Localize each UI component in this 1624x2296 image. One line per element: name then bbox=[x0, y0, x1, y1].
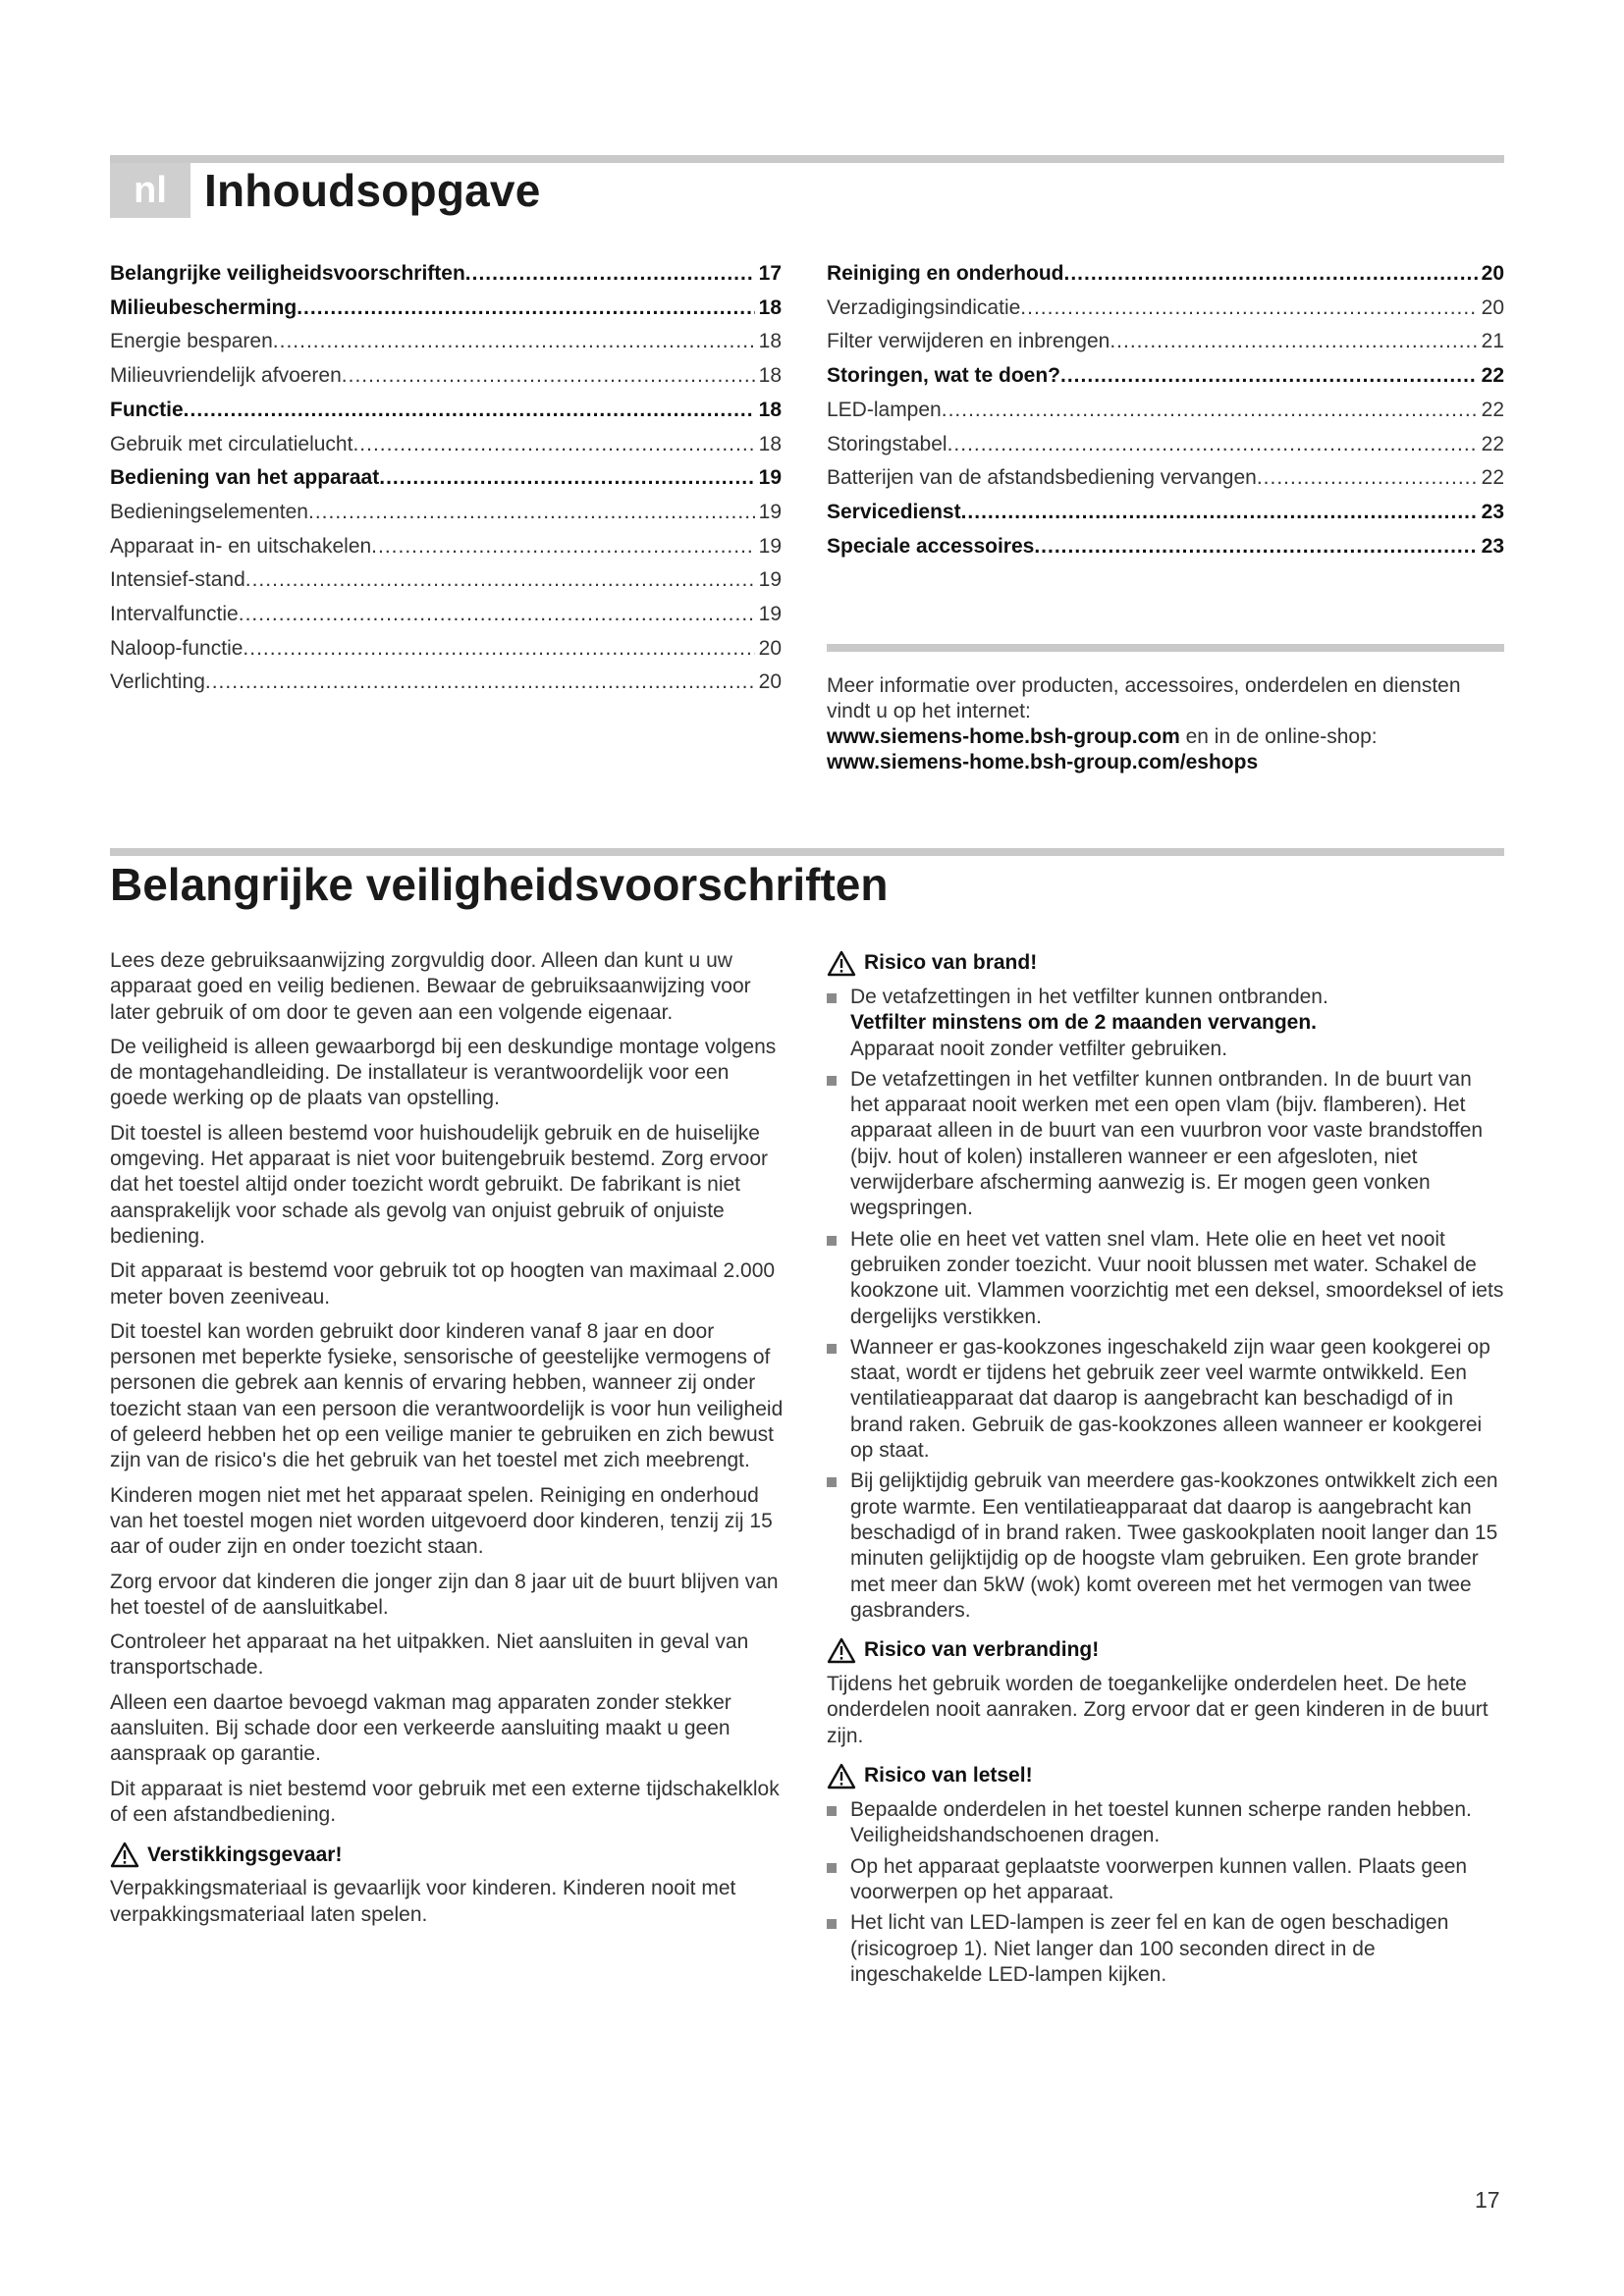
injury-warning-heading: Risico van letsel! bbox=[827, 1763, 1504, 1789]
info-divider bbox=[827, 644, 1504, 652]
website-link[interactable]: www.siemens-home.bsh-group.com bbox=[827, 725, 1180, 748]
injury-bullet: Bepaalde onderdelen in het toestel kunnen scherpe randen hebben. Veiligheidshandschoenen dragen. bbox=[827, 1797, 1504, 1849]
fire-bullet: Wanneer er gas-kookzones ingeschakeld zijn waar geen kookgerei op staat, wordt er tijdens het gebruik zeer veel warmte ontwikkeld. Een ventilatieapparaat dat daarop is aangebracht kan beschadigd of in brand raken. Gebruik de gas-kookzones alleen wanneer er kookgerei op staat. bbox=[827, 1335, 1504, 1464]
toc-entry[interactable]: Filter verwijderen en inbrengen ..... 21 bbox=[827, 325, 1504, 359]
toc-entry[interactable]: Speciale accessoires ..... 23 bbox=[827, 530, 1504, 564]
toc-right-column bbox=[827, 257, 1504, 563]
page-number: 17 bbox=[1475, 2187, 1500, 2213]
toc-entry[interactable]: Intervalfunctie ..... 19 bbox=[110, 598, 782, 632]
toc-title: Inhoudsopgave bbox=[204, 165, 541, 216]
section-divider bbox=[110, 848, 1504, 856]
fire-bullet: De vetafzettingen in het vetfilter kunnen ontbranden. Vetfilter minstens om de 2 maanden vervangen. Apparaat nooit zonder vetfilter gebruiken. bbox=[827, 985, 1504, 1062]
body-paragraph: De veiligheid is alleen gewaarborgd bij een deskundige montage volgens de montagehandleiding. De installateur is verantwoordelijk voor een goede werking op de plaats van opstelling. bbox=[110, 1035, 777, 1110]
body-paragraph: Zorg ervoor dat kinderen die jonger zijn dan 8 jaar uit de buurt blijven van het toestel of de aansluitkabel. bbox=[110, 1570, 779, 1619]
toc-entry[interactable]: Naloop-functie ..... 20 bbox=[110, 632, 782, 667]
toc-left-column bbox=[110, 257, 782, 700]
warning-triangle-icon bbox=[827, 1637, 856, 1664]
burn-warning-heading: Risico van verbranding! bbox=[827, 1637, 1504, 1664]
fire-bullet: Bij gelijktijdig gebruik van meerdere gas-kookzones ontwikkelt zich een grote warmte. Een ventilatieapparaat dat daarop is aangebracht kan beschadigd of in brand raken. Twee gaskookplaten nooit langer dan 15 minuten gelijktijdig op de hoogste vlam gebruiken. Een grote brander met meer dan 5kW (wok) komt overeen met het vermogen van twee gasbranders. bbox=[827, 1468, 1504, 1624]
toc-entry[interactable]: Verzadigingsindicatie ..... 20 bbox=[827, 292, 1504, 326]
toc-entry[interactable]: Storingen, wat te doen? ..... 22 bbox=[827, 359, 1504, 394]
toc-entry[interactable]: Energie besparen ..... 18 bbox=[110, 325, 782, 359]
safety-right-column bbox=[827, 948, 1504, 1993]
toc-entry[interactable]: Verlichting ..... 20 bbox=[110, 666, 782, 700]
fire-bullet: Hete olie en heet vet vatten snel vlam. Hete olie en heet vet nooit gebruiken zonder toezicht. Vuur nooit blussen met water. Schakel de kookzone uit. Vlammen voorzichtig met een deksel, smoordeksel of iets dergelijks verstikken. bbox=[827, 1227, 1504, 1330]
toc-entry[interactable]: Apparaat in- en uitschakelen ..... 19 bbox=[110, 530, 782, 564]
fire-warning-heading: Risico van brand! bbox=[827, 950, 1504, 977]
warning-triangle-icon bbox=[827, 950, 856, 977]
body-paragraph: Dit toestel is alleen bestemd voor huishoudelijk gebruik en de huiselijke omgeving. Het apparaat is niet voor buitengebruik bestemd. Zorg ervoor dat het toestel altijd onder toezicht wordt gebruikt. De fabrikant is niet aansprakelijk voor schade als gevolg van onjuist gebruik of onjuiste bediening. bbox=[110, 1121, 769, 1248]
warning-triangle-icon bbox=[827, 1763, 856, 1789]
warning-triangle-icon bbox=[110, 1842, 139, 1868]
toc-entry[interactable]: Gebruik met circulatielucht ..... 18 bbox=[110, 428, 782, 462]
toc-entry[interactable]: LED-lampen ..... 22 bbox=[827, 394, 1504, 428]
language-badge: nl bbox=[110, 163, 190, 218]
toc-entry[interactable]: Batterijen van de afstandsbediening vervangen ..... 22 bbox=[827, 461, 1504, 496]
body-paragraph: Dit apparaat is niet bestemd voor gebruik met een externe tijdschakelklok of een afstandbediening. bbox=[110, 1777, 780, 1826]
body-paragraph: Dit apparaat is bestemd voor gebruik tot op hoogten van maximaal 2.000 meter boven zeeniveau. bbox=[110, 1259, 776, 1308]
injury-bullet: Het licht van LED-lampen is zeer fel en kan de ogen beschadigen (risicogroep 1). Niet langer dan 100 seconden direct in de ingeschakelde LED-lampen kijken. bbox=[827, 1910, 1504, 1988]
body-paragraph: Lees deze gebruiksaanwijzing zorgvuldig door. Alleen dan kunt u uw apparaat goed en veilig bedienen. Bewaar de gebruiksaanwijzing voor later gebruik of om door te geven aan een volgende eigenaar. bbox=[110, 949, 751, 1024]
fire-bullet: De vetafzettingen in het vetfilter kunnen ontbranden. In de buurt van het apparaat nooit werken met een open vlam (bijv. flamberen). Het apparaat alleen in de buurt van een vuurbron voor vaste brandstoffen (bijv. hout of kolen) installeren wanneer er een afgesloten, niet verwijderbare afscherming aanwezig is. Er mogen geen vonken wegspringen. bbox=[827, 1067, 1504, 1222]
burn-warning-text: Tijdens het gebruik worden de toegankelijke onderdelen heet. De hete onderdelen nooit aanraken. Zorg ervoor dat er geen kinderen in de buurt zijn. bbox=[827, 1673, 1489, 1747]
top-divider bbox=[110, 155, 1504, 163]
safety-left-column bbox=[110, 948, 784, 1937]
section-title: Belangrijke veiligheidsvoorschriften bbox=[110, 859, 889, 910]
toc-entry[interactable]: Bedieningselementen ..... 19 bbox=[110, 496, 782, 530]
info-text bbox=[827, 673, 1494, 775]
toc-entry[interactable]: Servicedienst ..... 23 bbox=[827, 496, 1504, 530]
toc-entry[interactable]: Belangrijke veiligheidsvoorschriften ..... 17 bbox=[110, 257, 782, 292]
suffocation-warning-heading: Verstikkingsgevaar! bbox=[110, 1842, 784, 1868]
toc-entry[interactable]: Intensief-stand ..... 19 bbox=[110, 563, 782, 598]
injury-bullet: Op het apparaat geplaatste voorwerpen kunnen vallen. Plaats geen voorwerpen op het apparaat. bbox=[827, 1854, 1504, 1906]
info-connector: en in de online-shop: bbox=[1179, 725, 1378, 748]
toc-header bbox=[110, 163, 541, 218]
body-paragraph: Alleen een daartoe bevoegd vakman mag apparaten zonder stekker aansluiten. Bij schade door een verkeerde aansluiting maakt u geen aanspraak op garantie. bbox=[110, 1690, 731, 1766]
suffocation-warning-text: Verpakkingsmateriaal is gevaarlijk voor kinderen. Kinderen nooit met verpakkingsmateriaal laten spelen. bbox=[110, 1877, 736, 1926]
eshop-link[interactable]: www.siemens-home.bsh-group.com/eshops bbox=[827, 751, 1259, 774]
body-paragraph: Kinderen mogen niet met het apparaat spelen. Reiniging en onderhoud van het toestel mogen niet worden uitgevoerd door kinderen, tenzij zij 15 aar of ouder zijn en onder toezicht staan. bbox=[110, 1483, 773, 1559]
toc-entry[interactable]: Milieubescherming ..... 18 bbox=[110, 292, 782, 326]
toc-entry[interactable]: Storingstabel ..... 22 bbox=[827, 428, 1504, 462]
toc-entry[interactable]: Milieuvriendelijk afvoeren ..... 18 bbox=[110, 359, 782, 394]
toc-entry[interactable]: Reiniging en onderhoud ..... 20 bbox=[827, 257, 1504, 292]
info-intro: Meer informatie over producten, accessoires, onderdelen en diensten vindt u op het internet: bbox=[827, 674, 1461, 722]
toc-entry[interactable]: Functie ..... 18 bbox=[110, 394, 782, 428]
toc-entry[interactable]: Bediening van het apparaat ..... 19 bbox=[110, 461, 782, 496]
body-paragraph: Controleer het apparaat na het uitpakken. Niet aansluiten in geval van transportschade. bbox=[110, 1630, 749, 1680]
body-paragraph: Dit toestel kan worden gebruikt door kinderen vanaf 8 jaar en door personen met beperkte fysieke, sensorische of geestelijke vermogens of personen die gebrek aan kennis of ervaring hebben, wanneer zij onder toezicht staan van een persoon die verantwoordelijk is voor hun veiligheid of geleerd hebben het op een veilige manier te gebruiken en zich bewust zijn van de risico's die het gebruik van het toestel met zich meebrengt. bbox=[110, 1319, 784, 1472]
